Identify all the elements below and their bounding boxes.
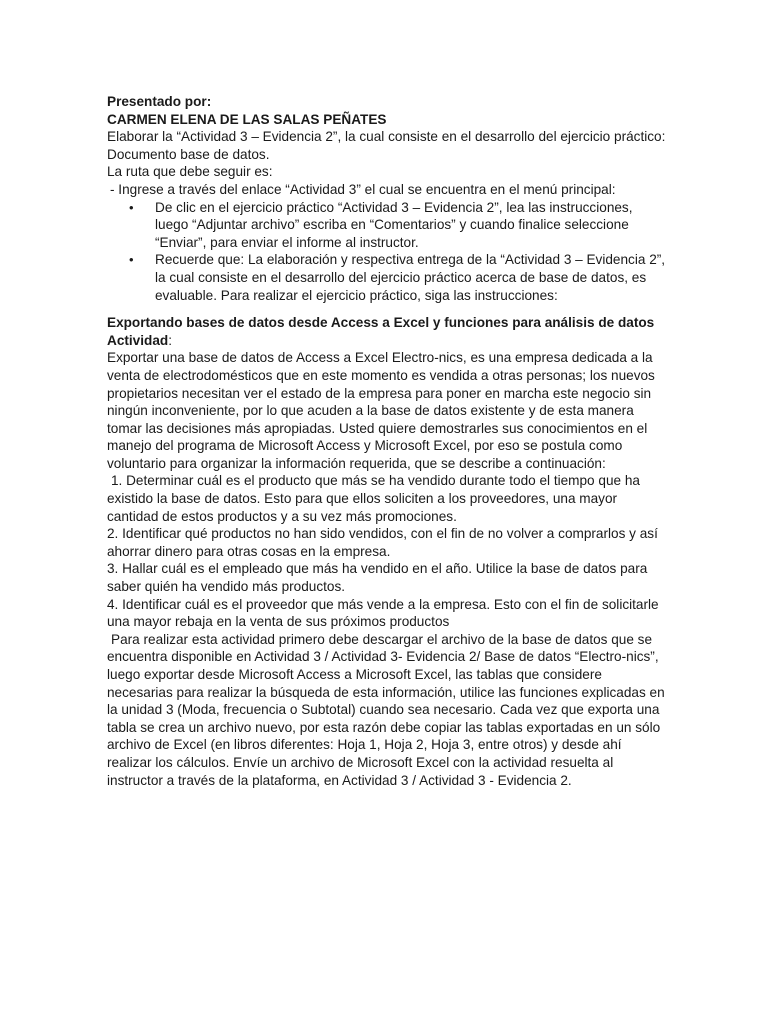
body-paragraph: Exportar una base de datos de Access a Excel Electro-nics, es una empresa dedicada a la venta de electrodomésticos que en este momento es vendida a otras personas; los nuevos propietarios necesitan ver el estado de la empresa para poner en marcha este negocio sin ningún inconveniente, por lo que acuden a la base de datos existente y de esta manera tomar las decisiones más apropiadas. Usted quiere demostrarles sus conocimientos en el manejo del programa de Microsoft Access y Microsoft Excel, por eso se postula como voluntario para organizar la información requerida, que se describe a continuación:: [107, 350, 655, 471]
section-heading-tail: :: [168, 332, 172, 348]
numbered-item-3: 3. Hallar cuál es el empleado que más ha vendido en el año. Utilice la base de datos para saber quién ha vendido más productos.: [107, 561, 648, 595]
instruction-list: [107, 199, 667, 305]
intro-paragraph: Elaborar la “Actividad 3 – Evidencia 2”, la cual consiste en el desarrollo del ejercicio práctico: Documento base de datos.: [107, 129, 666, 162]
access-instruction: - Ingrese a través del enlace “Actividad 3” el cual se encuentra en el menú principal:: [110, 181, 616, 197]
list-item-text: Recuerde que: La elaboración y respectiva entrega de la “Actividad 3 – Evidencia 2”, la cual consiste en el desarrollo del ejercicio práctico acerca de base de datos, es evaluable. Para realizar el ejercicio práctico, siga las instrucciones:: [155, 252, 666, 303]
list-item: [107, 199, 667, 252]
presented-by-label: Presentado por:: [107, 94, 212, 109]
numbered-item-1: 1. Determinar cuál es el producto que más se ha vendido durante todo el tiempo que ha existido la base de datos. Esto para que ellos soliciten a los proveedores, una mayor cantidad de estos productos y a su vez más promociones.: [107, 473, 640, 524]
document-page: [107, 93, 667, 789]
section-heading: [107, 314, 667, 349]
route-label: La ruta que debe seguir es:: [107, 164, 273, 180]
section-heading-bold: Exportando bases de datos desde Access a Excel y funciones para análisis de datos Actividad: [107, 315, 655, 348]
list-item-text: De clic en el ejercicio práctico “Actividad 3 – Evidencia 2”, lea las instrucciones, luego “Adjuntar archivo” escriba en “Comentarios” y cuando finalice seleccione “Enviar”, para enviar el informe al instructor.: [155, 199, 633, 250]
numbered-item-4: 4. Identificar cuál es el proveedor que más vende a la empresa. Esto con el fin de solicitarle una mayor rebaja en la venta de sus próximos productos: [107, 596, 659, 630]
list-item: [107, 251, 667, 304]
bullet-icon: •: [129, 252, 134, 268]
numbered-item-2: 2. Identificar qué productos no han sido vendidos, con el fin de no volver a comprarlos y así ahorrar dinero para otras cosas en la empresa.: [107, 526, 658, 559]
author-name: CARMEN ELENA DE LAS SALAS PEÑATES: [107, 111, 387, 127]
closing-paragraph: Para realizar esta actividad primero debe descargar el archivo de la base de datos que se encuentra disponible en Actividad 3 / Actividad 3- Evidencia 2/ Base de datos “Electro-nics”, luego exportar desde Microsoft Access a Microsoft Excel, las tablas que considere necesarias para realizar la búsqueda de esta información, utilice las funciones explicadas en la unidad 3 (Moda, frecuencia o Subtotal) cuando sea necesario. Cada vez que exporta una tabla se crea un archivo nuevo, por esta razón debe copiar las tablas exportadas en un sólo archivo de Excel (en libros diferentes: Hoja 1, Hoja 2, Hoja 3, entre otros) y desde ahí realizar los cálculos. Envíe un archivo de Microsoft Excel con la actividad resuelta al instructor a través de la plataforma, en Actividad 3 / Actividad 3 - Evidencia 2.: [107, 631, 665, 788]
bullet-icon: •: [129, 199, 134, 215]
